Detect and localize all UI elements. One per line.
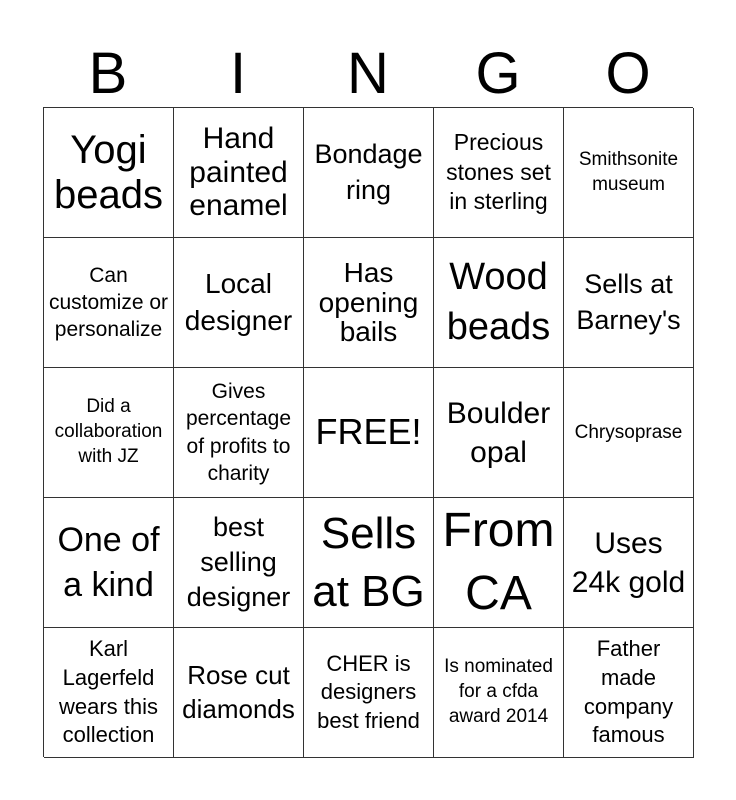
bingo-cell[interactable]: Gives percentage of profits to charity — [174, 368, 304, 498]
bingo-cell[interactable]: Bondage ring — [304, 108, 434, 238]
bingo-cell[interactable]: Yogi beads — [44, 108, 174, 238]
free-space-cell[interactable]: FREE! — [304, 368, 434, 498]
header-letter-b: B — [88, 41, 128, 106]
bingo-cell[interactable]: Rose cut diamonds — [174, 628, 304, 758]
bingo-cell[interactable]: Karl Lagerfeld wears this collection — [44, 628, 174, 758]
bingo-cell[interactable]: Has opening bails — [304, 238, 434, 368]
header-letter-o: O — [605, 41, 651, 106]
bingo-cell[interactable]: Local designer — [174, 238, 304, 368]
bingo-cell[interactable]: Can customize or personalize — [44, 238, 174, 368]
bingo-cell[interactable]: Father made company famous — [564, 628, 694, 758]
bingo-cell[interactable]: From CA — [434, 498, 564, 628]
bingo-cell[interactable]: CHER is designers best friend — [304, 628, 434, 758]
bingo-cell[interactable]: Sells at Barney's — [564, 238, 694, 368]
header-letter-n: N — [347, 41, 389, 106]
bingo-cell[interactable]: Precious stones set in sterling — [434, 108, 564, 238]
bingo-cell[interactable]: Uses 24k gold — [564, 498, 694, 628]
header-letter-i: I — [229, 41, 247, 106]
bingo-cell[interactable]: Did a collaboration with JZ — [44, 368, 174, 498]
bingo-board — [43, 107, 693, 757]
bingo-cell[interactable]: best selling designer — [174, 498, 304, 628]
bingo-cell[interactable]: Boulder opal — [434, 368, 564, 498]
bingo-cell[interactable]: Sells at BG — [304, 498, 434, 628]
bingo-cell[interactable]: Wood beads — [434, 238, 564, 368]
bingo-cell[interactable]: Chrysoprase — [564, 368, 694, 498]
bingo-cell[interactable]: One of a kind — [44, 498, 174, 628]
header-letter-g: G — [475, 41, 521, 106]
bingo-cell[interactable]: Is nominated for a cfda award 2014 — [434, 628, 564, 758]
bingo-cell[interactable]: Hand painted enamel — [174, 108, 304, 238]
bingo-header — [43, 40, 693, 108]
bingo-cell[interactable]: Smithsonite museum — [564, 108, 694, 238]
